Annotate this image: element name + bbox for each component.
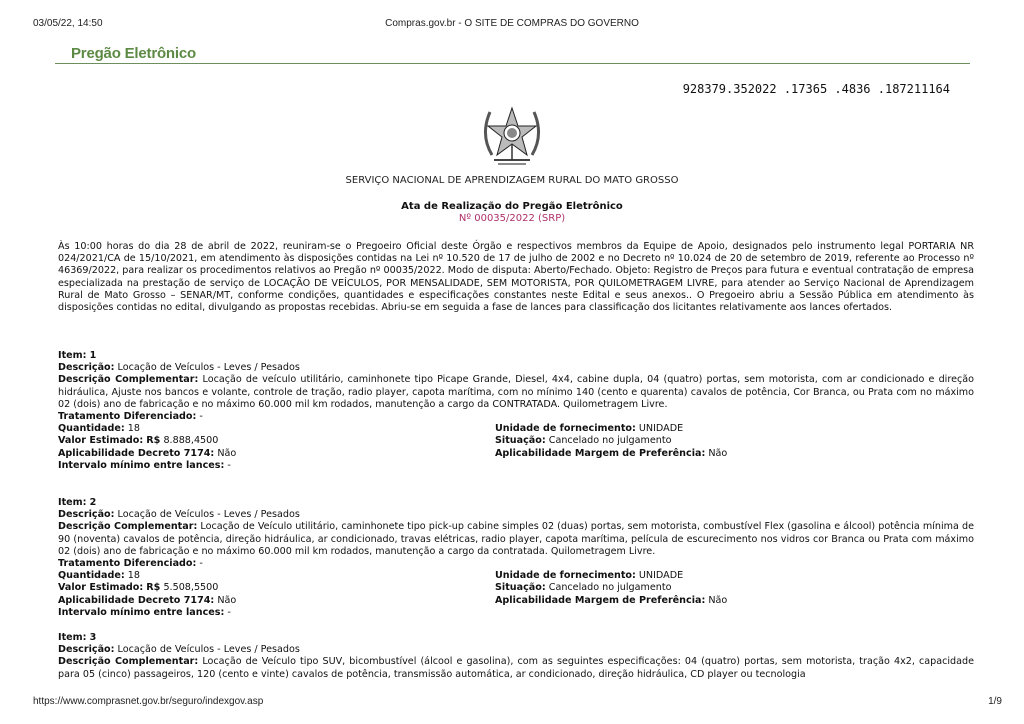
status-label: Situação: [495,435,546,447]
item-description-line [58,644,974,656]
page-url: https://www.comprasnet.gov.br/seguro/indexgov.asp [33,696,264,707]
item-interval-line [58,460,974,472]
quantity-value: 18 [127,423,140,435]
decree-value: Não [217,447,237,459]
currency-label: R$ [146,435,161,447]
document-id: 928379.352022 .17365 .4836 .187211164 [682,82,950,96]
status-value: Cancelado no julgamento [548,582,672,594]
print-page-title: Compras.gov.br - O SITE DE COMPRAS DO GOVERNO [385,18,639,29]
item-block [58,632,974,681]
item-quantity-row [58,570,974,582]
interval-label: Intervalo mínimo entre lances: [58,459,225,471]
decree-value: Não [217,594,237,606]
status-value: Cancelado no julgamento [548,435,672,447]
item-value-row [58,582,974,594]
unit-label: Unidade de fornecimento: [495,423,636,435]
interval-value: - [227,606,231,618]
description-label: Descrição: [58,362,115,374]
interval-value: - [227,459,231,471]
item-complement-line [58,374,974,411]
description-value: Locação de Veículos - Leves / Pesados [117,362,300,374]
description-label: Descrição: [58,644,115,656]
item-description-line [58,509,974,521]
item-number: 3 [89,632,97,643]
complement-label: Descrição Complementar: [58,521,198,533]
section-header [55,44,970,64]
currency-label: R$ [146,582,161,594]
estimated-value-label: Valor Estimado: [58,582,144,594]
margin-label: Aplicabilidade Margem de Preferência: [495,447,706,459]
item-number: 2 [89,497,97,508]
complement-value: Locação de veículo utilitário, caminhonete tipo Picape Grande, Diesel, 4x4, cabine dupla, 04 (quatro) portas, sem motorista, com ar condicionado e direção hidráulica, Ajuste nos bancos e volante, controle de tração, radio player, capota marítima, com no mínimo 140 (cento e quarenta) cavalos de potência, Cor Branca, ou Prata com no máximo 02 (dois) ano de fabricação e no máximo 60.000 mil km rodados, manutenção a cargo da CONTRATADA. Quilometragem Livre. [58,374,975,410]
intro-paragraph: Às 10:00 horas do dia 28 de abril de 2022, reuniram-se o Pregoeiro Oficial deste Órgão e respectivos membros da Equipe de Apoio, designados pelo instrumento legal PORTARIA NR 024/2021/CA de 15/10/2021, em atendimento às disposições contidas na Lei nº 10.520 de 17 de julho de 2002 e no Decreto nº 10.024 de 20 de setembro de 2019, referente ao Processo nº 46369/2022, para realizar os procedimentos relativos ao Pregão nº 00035/2022. Modo de disputa: Aberto/Fechado. Objeto: Registro de Preços para futura e eventual contratação de empresa especializada na prestação de serviço de LOCAÇÃO DE VEÍCULOS, POR MENSALIDADE, SEM MOTORISTA, POR QUILOMETRAGEM LIVRE, para atender ao Serviço Nacional de Aprendizagem Rural de Mato Grosso – SENAR/MT, conforme condições, quantidades e especificações constantes neste Edital e seus anexos.. O Pregoeiro abriu a Sessão Pública em atendimento às disposições contidas no edital, divulgando as propostas recebidas. Abriu-se em seguida a fase de lances para classificação dos licitantes relativamente aos lances ofertados. [58,241,974,314]
estimated-value-label: Valor Estimado: [58,435,144,447]
item-quantity-row [58,423,974,435]
decree-label: Aplicabilidade Decreto 7174: [58,594,215,606]
brazil-coat-of-arms-icon [472,100,552,170]
ata-title: Ata de Realização do Pregão Eletrônico [401,201,623,212]
print-datetime: 03/05/22, 14:50 [33,18,103,29]
quantity-label: Quantidade: [58,423,125,435]
status-label: Situação: [495,582,546,594]
item-complement-line [58,521,974,558]
unit-label: Unidade de fornecimento: [495,570,636,582]
item-tratamento-line [58,411,974,423]
unit-value: UNIDADE [638,570,684,582]
item-number-line [58,497,974,509]
tratamento-label: Tratamento Diferenciado: [58,558,197,570]
decree-label: Aplicabilidade Decreto 7174: [58,447,215,459]
item-block [58,350,974,472]
item-number-line [58,350,974,362]
item-tratamento-line [58,558,974,570]
ata-number: Nº 00035/2022 (SRP) [458,213,566,224]
item-value-row [58,435,974,447]
unit-value: UNIDADE [638,423,684,435]
description-value: Locação de Veículos - Leves / Pesados [117,509,300,521]
description-label: Descrição: [58,509,115,521]
quantity-label: Quantidade: [58,570,125,582]
complement-value: Locação de Veículo tipo SUV, bicombustível (álcool e gasolina), com as seguintes especificações: 04 (quatro) portas, sem motorista, tração 4x2, capacidade para 05 (cinco) passageiros, 120 (cento e vinte) cavalos de potência, transmissão automática, ar condicionado, direção hidráulica, CD player ou tecnologia [58,656,975,680]
item-label: Item: [58,350,87,361]
description-value: Locação de Veículos - Leves / Pesados [117,644,300,656]
quantity-value: 18 [127,570,140,582]
margin-value: Não [708,594,728,606]
tratamento-label: Tratamento Diferenciado: [58,411,197,423]
complement-label: Descrição Complementar: [58,656,199,668]
item-label: Item: [58,497,87,508]
margin-value: Não [708,447,728,459]
item-interval-line [58,607,974,619]
margin-label: Aplicabilidade Margem de Preferência: [495,594,706,606]
tratamento-value: - [199,411,203,423]
estimated-value: 8.888,4500 [163,435,219,447]
section-title: Pregão Eletrônico [71,45,196,62]
organization-name: SERVIÇO NACIONAL DE APRENDIZAGEM RURAL DO MATO GROSSO [345,175,679,186]
interval-label: Intervalo mínimo entre lances: [58,606,225,618]
complement-label: Descrição Complementar: [58,374,199,386]
item-applicability-row [58,448,974,460]
tratamento-value: - [199,558,203,570]
page-number: 1/9 [988,696,1002,707]
complement-value: Locação de Veículo utilitário, caminhonete tipo pick-up cabine simples 02 (duas) portas, sem motorista, combustível Flex (gasolina e álcool) potência mínima de 90 (noventa) cavalos de potência, direção hidráulica, ar condicionado, travas elétricas, radio player, capota marítima, película de escurecimento nos vidros cor Branca ou Prata com máximo 02 (dois) ano de fabricação e no máximo 60.000 mil km rodados, manutenção a cargo da contratada. Quilometragem Livre. [58,521,974,557]
item-number: 1 [89,350,97,361]
item-label: Item: [58,632,87,643]
item-applicability-row [58,595,974,607]
item-complement-line [58,656,974,680]
item-number-line [58,632,974,644]
item-block [58,497,974,619]
estimated-value: 5.508,5500 [163,582,219,594]
item-description-line [58,362,974,374]
